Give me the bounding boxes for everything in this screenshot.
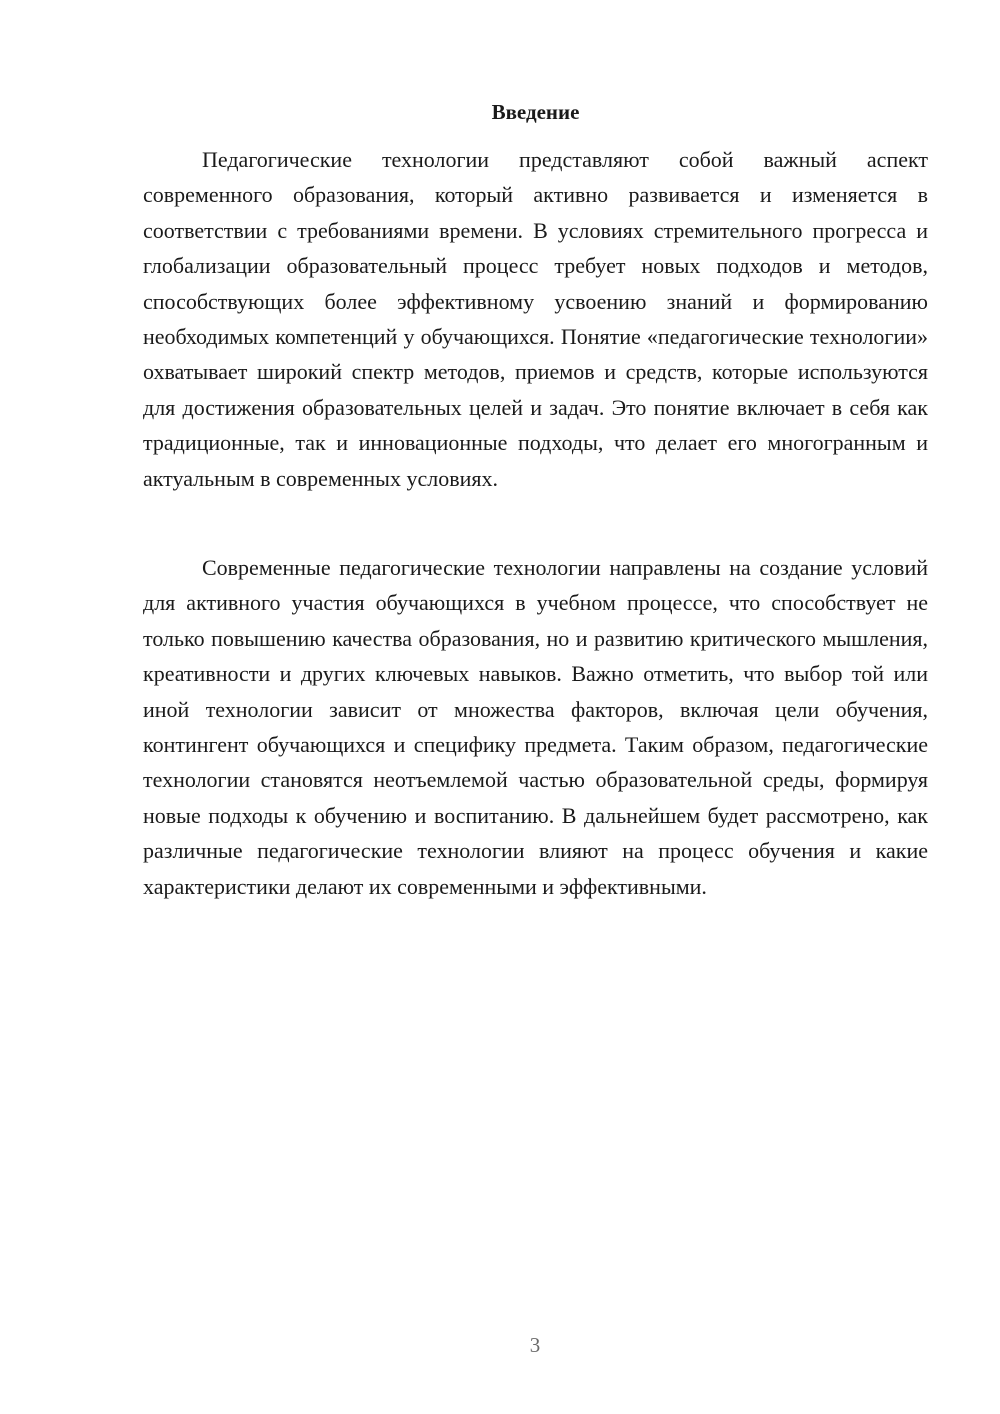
page-number: 3 <box>529 1333 541 1357</box>
section-title: Введение <box>491 100 580 124</box>
paragraph-modern-technologies: Современные педагогические технологии направлены на создание условий для активного участия обучающихся в учебном процессе, что способствует не только повышению качества образования, но и развитию критического мышления, креативности и других ключевых навыков. Важно отметить, что выбор той или иной технологии зависит от множества факторов, включая цели обучения, контингент обучающихся и специфику предмета. Таким образом, педагогические технологии становятся неотъемлемой частью образовательной среды, формируя новые подходы к обучению и воспитанию. В дальнейшем будет рассмотрено, как различные педагогические технологии влияют на процесс обучения и какие характеристики делают их современными и эффективными. <box>143 555 928 899</box>
paragraph-intro: Педагогические технологии представляют собой важный аспект современного образования, который активно развивается и изменяется в соответствии с требованиями времени. В условиях стремительного прогресса и глобализации образовательный процесс требует новых подходов и методов, способствующих более эффективному усвоению знаний и формированию необходимых компетенций у обучающихся. Понятие «педагогические технологии» охватывает широкий спектр методов, приемов и средств, которые используются для достижения образовательных целей и задач. Это понятие включает в себя как традиционные, так и инновационные подходы, что делает его многогранным и актуальным в современных условиях. <box>143 147 928 491</box>
